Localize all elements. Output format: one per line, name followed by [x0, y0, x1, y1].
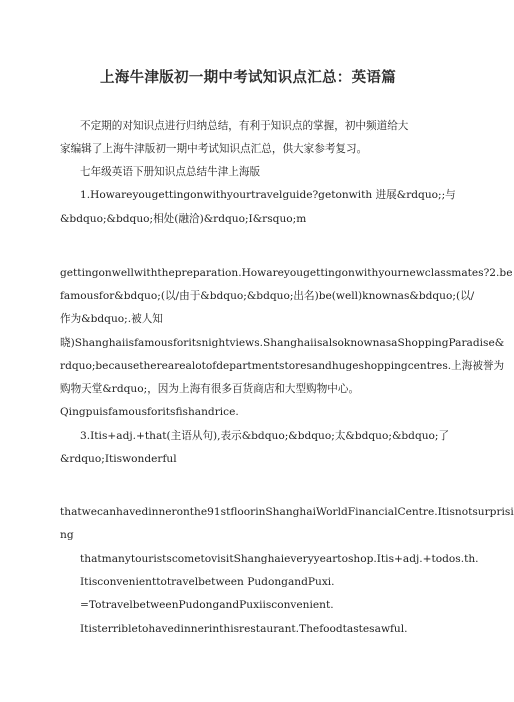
paragraph-line: 七年级英语下册知识点总结牛津上海版 — [80, 166, 261, 178]
paragraph-line: &bdquo;&bdquo;相处(融洽)&rdquo;I&rsquo;m — [60, 213, 307, 225]
paragraph-line: rdquo;becausetherearealotofdepartmentstoresandhugeshoppingcentres.上海被誉为 — [60, 360, 505, 372]
paragraph-line: 不定期的对知识点进行归纳总结，有利于知识点的掌握，初中频道给大 — [80, 120, 409, 132]
paragraph-line: 3.Itis+adj.+that(主语从句),表示&bdquo;&bdquo;太&bdquo;&bdquo;了 — [80, 430, 450, 442]
paragraph-line: &rdquo;Itiswonderful — [60, 453, 177, 465]
paragraph-line: thatmanytouristscometovisitShanghaieveryyeartoshop.Itis+adj.+todos.th. — [80, 553, 479, 565]
paragraph-line: ng — [60, 529, 74, 541]
paragraph-line: 购物天堂&rdquo;，因为上海有很多百货商店和大型购物中心。 — [60, 383, 360, 395]
paragraph-line: 1.Howareyougettingonwithyourtravelguide?getonwith 进展&rdquo;;与 — [80, 189, 456, 201]
paragraph-line: 晓)Shanghaiisfamousforitsnightviews.ShanghaiisalsoknownasaShoppingParadise& — [60, 337, 505, 349]
paragraph-line: 家编辑了上海牛津版初一期中考试知识点汇总，供大家参考复习。 — [60, 143, 368, 155]
paragraph-line: Itisconvenienttotravelbetween PudongandPuxi. — [80, 576, 335, 588]
document-title: 上海牛津版初一期中考试知识点汇总：英语篇 — [100, 69, 396, 86]
paragraph-line: Qingpuisfamousforitsfishandrice. — [60, 406, 239, 418]
paragraph-line: Itisterribletohavedinnerinthisrestaurant.Thefoodtastesawful. — [80, 623, 408, 635]
paragraph-line: 作为&bdquo;.被人知 — [60, 313, 163, 325]
paragraph-line: =TotravelbetweenPudongandPuxiisconvenient. — [80, 599, 334, 611]
paragraph-line: famousfor&bdquo;(以/由于&bdquo;&bdquo;出名)be(well)knownas&bdquo;(以/ — [60, 290, 475, 302]
paragraph-line: thatwecanhavedinneronthe91stfloorinShanghaiWorldFinancialCentre.Itisnotsurprisi — [60, 506, 514, 518]
paragraph-line: gettingonwellwiththepreparation.Howareyougettingonwithyournewclassmates?2.be — [60, 267, 513, 279]
